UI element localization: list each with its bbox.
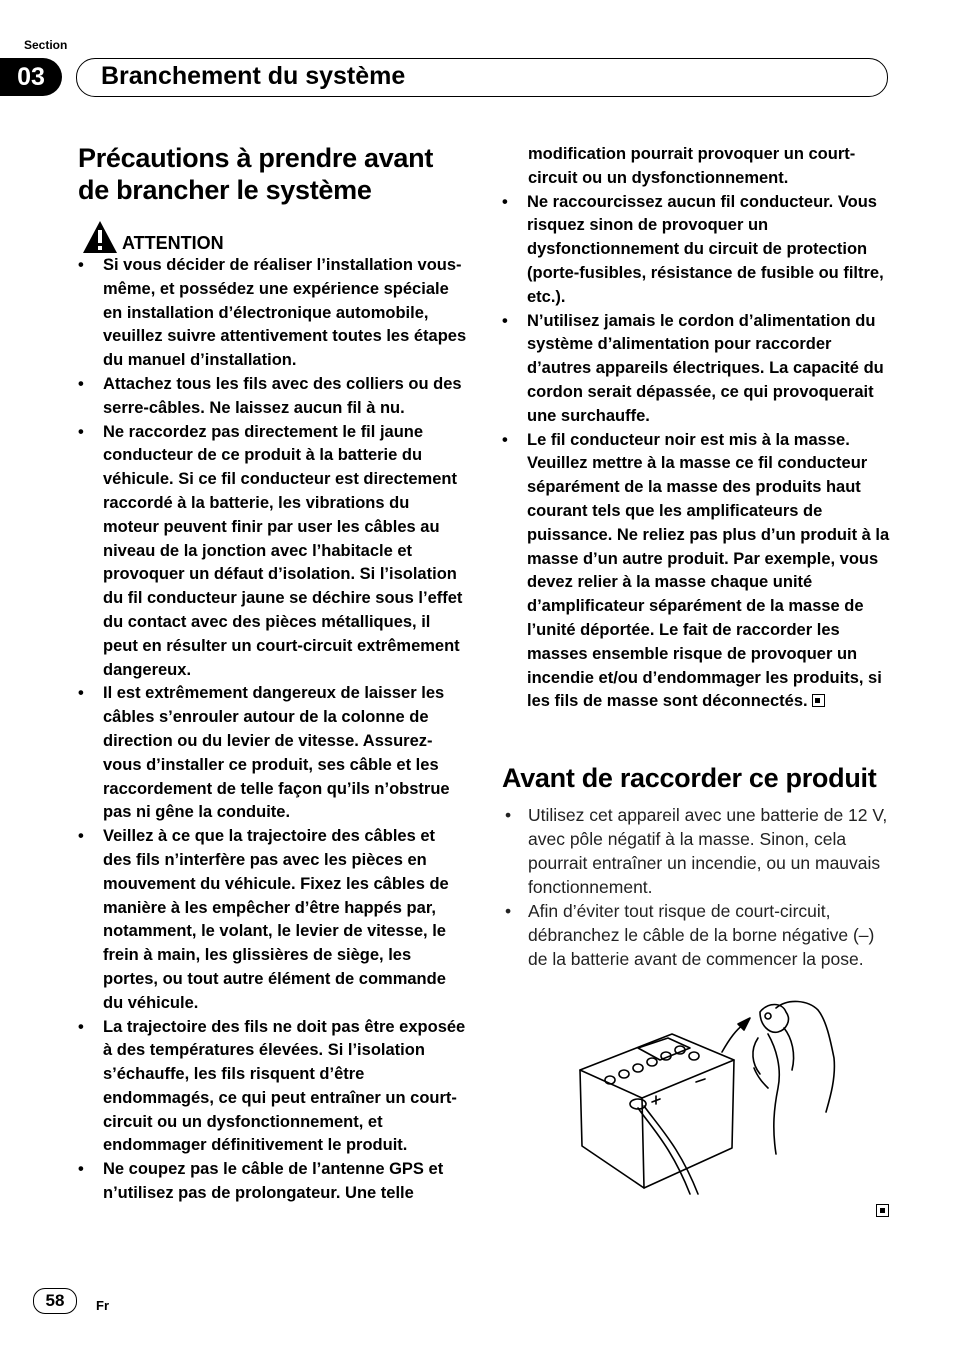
continued-text: modification pourrait provoquer un court-circuit ou un dysfonctionnement. bbox=[528, 145, 856, 187]
list-item: • Il est extrêmement dangereux de laisser les câbles s’enrouler autour de la colonne de direction ou du levier de vitesse. Assurez-vous d’installer ce produit, ses câble et les raccordement de telle façon qu’ils n’obstrue pas ni gêne la conduite. bbox=[78, 682, 468, 825]
list-item: • Ne raccourcissez aucun fil conducteur. Vous risquez sinon de provoquer un dysfonctionnement du circuit de protection (porte-fusibles, résistance de fusible ou filtre, etc.). bbox=[502, 191, 894, 310]
list-item: • Ne raccordez pas directement le fil jaune conducteur de ce produit à la batterie du véhicule. Si ce fil conducteur est directement raccordé à la batterie, les vibrations du moteur peuvent finir par user les câbles au niveau de la jonction avec l’habitacle et provoquer un défaut d’isolation. Si l’isolation du fil conducteur jaune se déchire sous l’effet du contact avec des pièces métalliques, il peut en résulter un court-circuit extrêmement dangereux. bbox=[78, 421, 468, 683]
right-column bbox=[502, 143, 894, 971]
warning-icon bbox=[82, 220, 118, 254]
list-item-text: Le fil conducteur noir est mis à la masse. Veuillez mettre à la masse ce fil conducteur séparément de la masse des produits haut courant tels que les amplificateurs de puissance. Ne reliez pas plus d’un produit à la masse d’un autre produit. Par exemple, vous devez relier à la masse chaque unité d’amplificateur séparément de la masse de l’unité déportée. Le fait de raccorder les masses ensemble risque de provoquer un incendie et/ou d’endommager les produits, si les fils de masse sont déconnectés. bbox=[527, 430, 890, 711]
page-title: Précautions à prendre avant de brancher le système bbox=[78, 143, 434, 205]
end-of-section-icon bbox=[812, 694, 825, 707]
language-label: Fr bbox=[96, 1298, 109, 1313]
list-item: • Veillez à ce que la trajectoire des câbles et des fils n’interfère pas avec les pièces en mouvement du véhicule. Fixez les câbles de manière à les empêcher d’être happés par, notamment, le volant, le levier de vitesse, le frein à main, les glissières de siège, les portes, ou tout autre élément de commande du véhicule. bbox=[78, 825, 468, 1015]
attention-block bbox=[78, 216, 468, 254]
attention-label: ATTENTION bbox=[122, 233, 224, 253]
list-item: • Si vous décider de réaliser l’installation vous-même, et possédez une expérience spéciale en installation d’électronique automobile, veuillez suivre attentivement toutes les étapes du manuel d’installation. bbox=[78, 254, 468, 373]
section-heading-avant: Avant de raccorder ce produit bbox=[502, 763, 877, 794]
list-item: • N’utilisez jamais le cordon d’alimentation du système d’alimentation pour raccorder d’autres appareils électriques. La capacité du cordon serait dépassée, ce qui provoquerait une surchauffe. bbox=[502, 310, 894, 429]
page-number: 58 bbox=[33, 1288, 77, 1314]
list-item bbox=[502, 429, 894, 715]
section-title: Branchement du système bbox=[101, 62, 406, 90]
list-item: • Ne coupez pas le câble de l’antenne GPS et n’utilisez pas de prolongateur. Une telle bbox=[78, 1158, 468, 1206]
precautions-list-continued bbox=[502, 191, 894, 715]
avant-list bbox=[502, 803, 894, 971]
precautions-list bbox=[78, 254, 468, 1206]
section-label: Section bbox=[24, 38, 68, 52]
end-of-section-icon bbox=[876, 1204, 889, 1217]
list-item: • La trajectoire des fils ne doit pas être exposée à des températures élevées. Si l’isolation s’échauffe, les fils risquent d’être endommagés, ce qui peut entraîner un court-circuit ou un dysfonctionnement, et endommager définitivement le produit. bbox=[78, 1016, 468, 1159]
list-item: • Afin d’éviter tout risque de court-circuit, débranchez le câble de la borne négative (–) de la batterie avant de commencer la pose. bbox=[502, 899, 894, 971]
battery-disconnect-illustration bbox=[572, 998, 842, 1198]
section-header bbox=[76, 58, 888, 97]
list-item: • Attachez tous les fils avec des colliers ou des serre-câbles. Ne laissez aucun fil à nu. bbox=[78, 373, 468, 421]
left-column bbox=[78, 142, 468, 1206]
section-number: 03 bbox=[0, 58, 62, 96]
list-item: • Utilisez cet appareil avec une batterie de 12 V, avec pôle négatif à la masse. Sinon, cela pourrait entraîner un incendie, ou un mauvais fonctionnement. bbox=[502, 803, 894, 899]
